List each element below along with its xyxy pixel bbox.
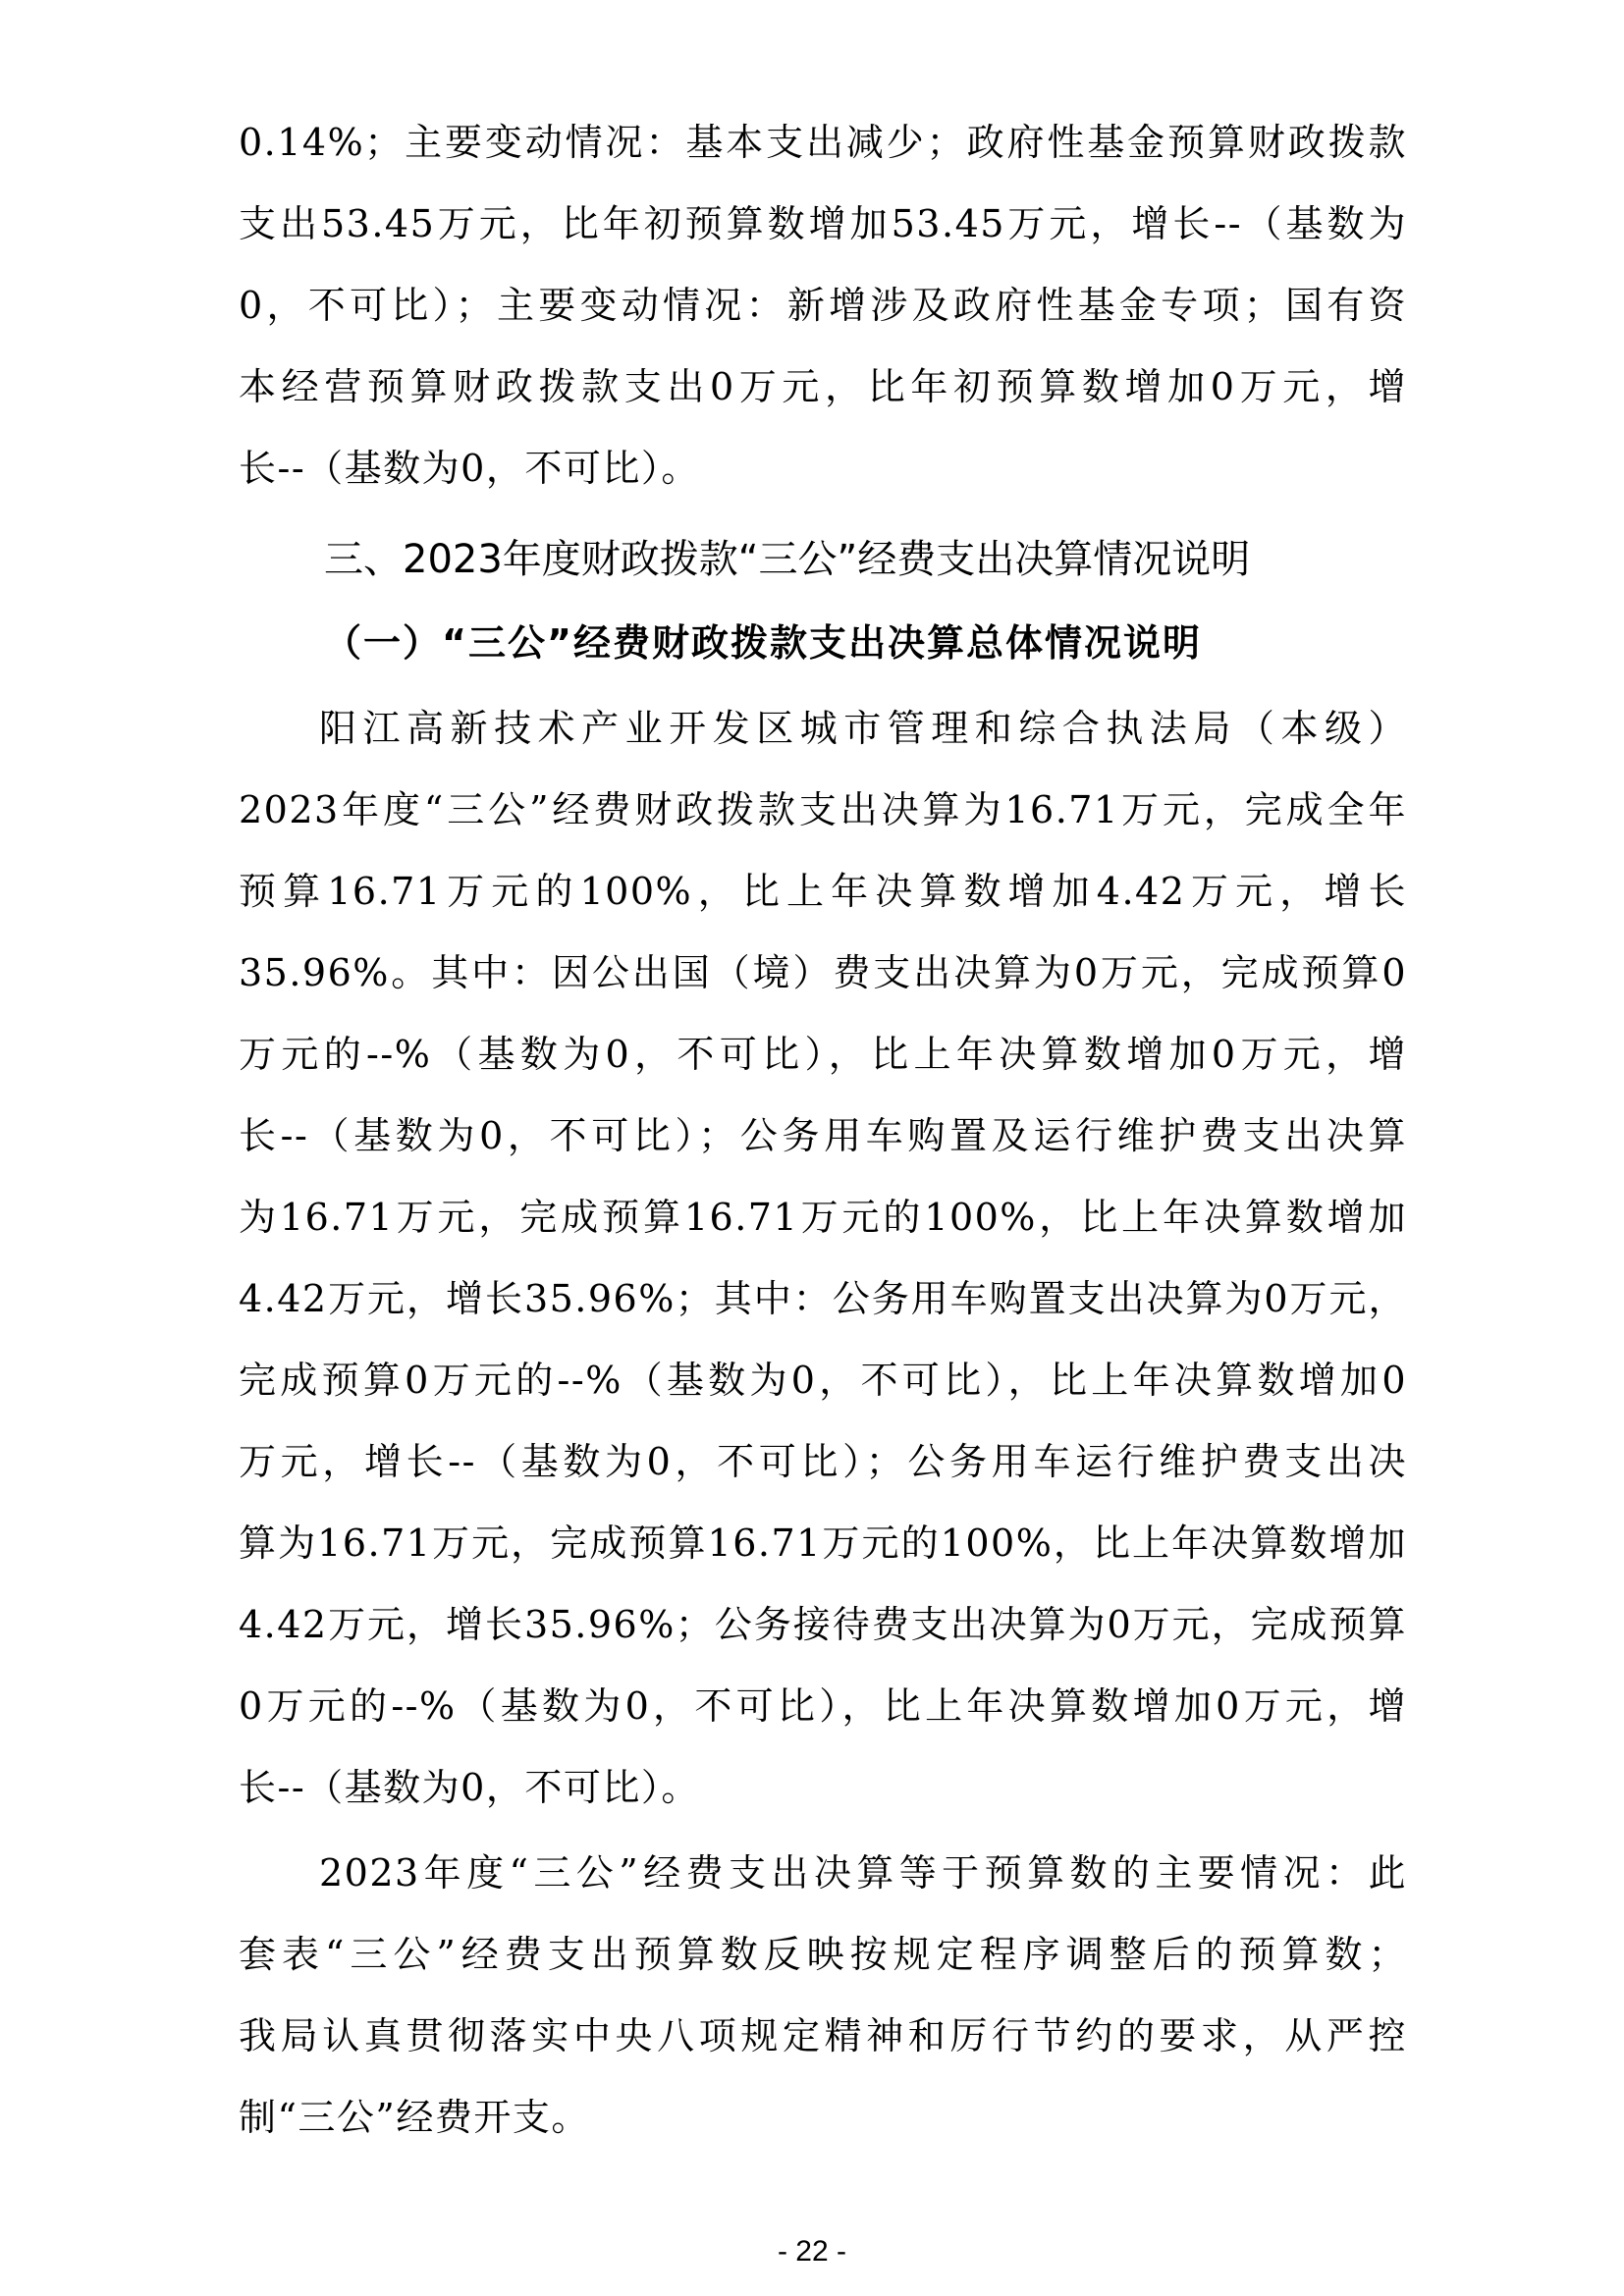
text-line: 我局认真贯彻落实中央八项规定精神和厉行节约的要求，从严控 bbox=[239, 2014, 1407, 2057]
text-line: 本经营预算财政拨款支出0万元，比年初预算数增加0万元，增 bbox=[239, 365, 1407, 408]
text-line: 长--（基数为0，不可比）；公务用车购置及运行维护费支出决算 bbox=[239, 1114, 1407, 1157]
text-line: 4.42万元，增长35.96%；其中：公务用车购置支出决算为0万元， bbox=[239, 1277, 1407, 1320]
text-line: 4.42万元，增长35.96%；公务接待费支出决算为0万元，完成预算 bbox=[239, 1603, 1407, 1646]
text-line: 2023年度“三公”经费支出决算等于预算数的主要情况：此 bbox=[319, 1851, 1407, 1895]
text-line: 制“三公”经费开支。 bbox=[239, 2096, 590, 2139]
text-line: 算为16.71万元，完成预算16.71万元的100%，比上年决算数增加 bbox=[239, 1522, 1407, 1565]
text-line: 0万元的--%（基数为0，不可比），比上年决算数增加0万元，增 bbox=[239, 1684, 1407, 1728]
text-line: 万元，增长--（基数为0，不可比）；公务用车运行维护费支出决 bbox=[239, 1440, 1407, 1483]
page-number: - 22 - bbox=[777, 2235, 847, 2268]
text-line: 长--（基数为0，不可比）。 bbox=[239, 447, 700, 490]
section-heading: 三、2023年度财政拨款“三公”经费支出决算情况说明 bbox=[324, 537, 1251, 582]
text-line: 2023年度“三公”经费财政拨款支出决算为16.71万元，完成全年 bbox=[239, 788, 1407, 831]
text-line: 0，不可比）；主要变动情况：新增涉及政府性基金专项；国有资 bbox=[239, 284, 1407, 327]
text-line: 万元的--%（基数为0，不可比），比上年决算数增加0万元，增 bbox=[239, 1033, 1407, 1076]
text-line: 支出53.45万元，比年初预算数增加53.45万元，增长--（基数为 bbox=[239, 202, 1407, 245]
text-line: 套表“三公”经费支出预算数反映按规定程序调整后的预算数； bbox=[239, 1933, 1407, 1976]
subsection-heading: （一）“三公”经费财政拨款支出决算总体情况说明 bbox=[324, 621, 1202, 665]
text-line: 长--（基数为0，不可比）。 bbox=[239, 1766, 700, 1809]
text-line: 完成预算0万元的--%（基数为0，不可比），比上年决算数增加0 bbox=[239, 1359, 1407, 1402]
text-line: 0.14%；主要变动情况：基本支出减少；政府性基金预算财政拨款 bbox=[239, 121, 1407, 164]
text-line: 为16.71万元，完成预算16.71万元的100%，比上年决算数增加 bbox=[239, 1196, 1407, 1239]
text-line: 预算16.71万元的100%，比上年决算数增加4.42万元，增长 bbox=[239, 870, 1407, 913]
text-line: 阳江高新技术产业开发区城市管理和综合执法局（本级） bbox=[319, 707, 1407, 750]
text-line: 35.96%。其中：因公出国（境）费支出决算为0万元，完成预算0 bbox=[239, 951, 1407, 994]
